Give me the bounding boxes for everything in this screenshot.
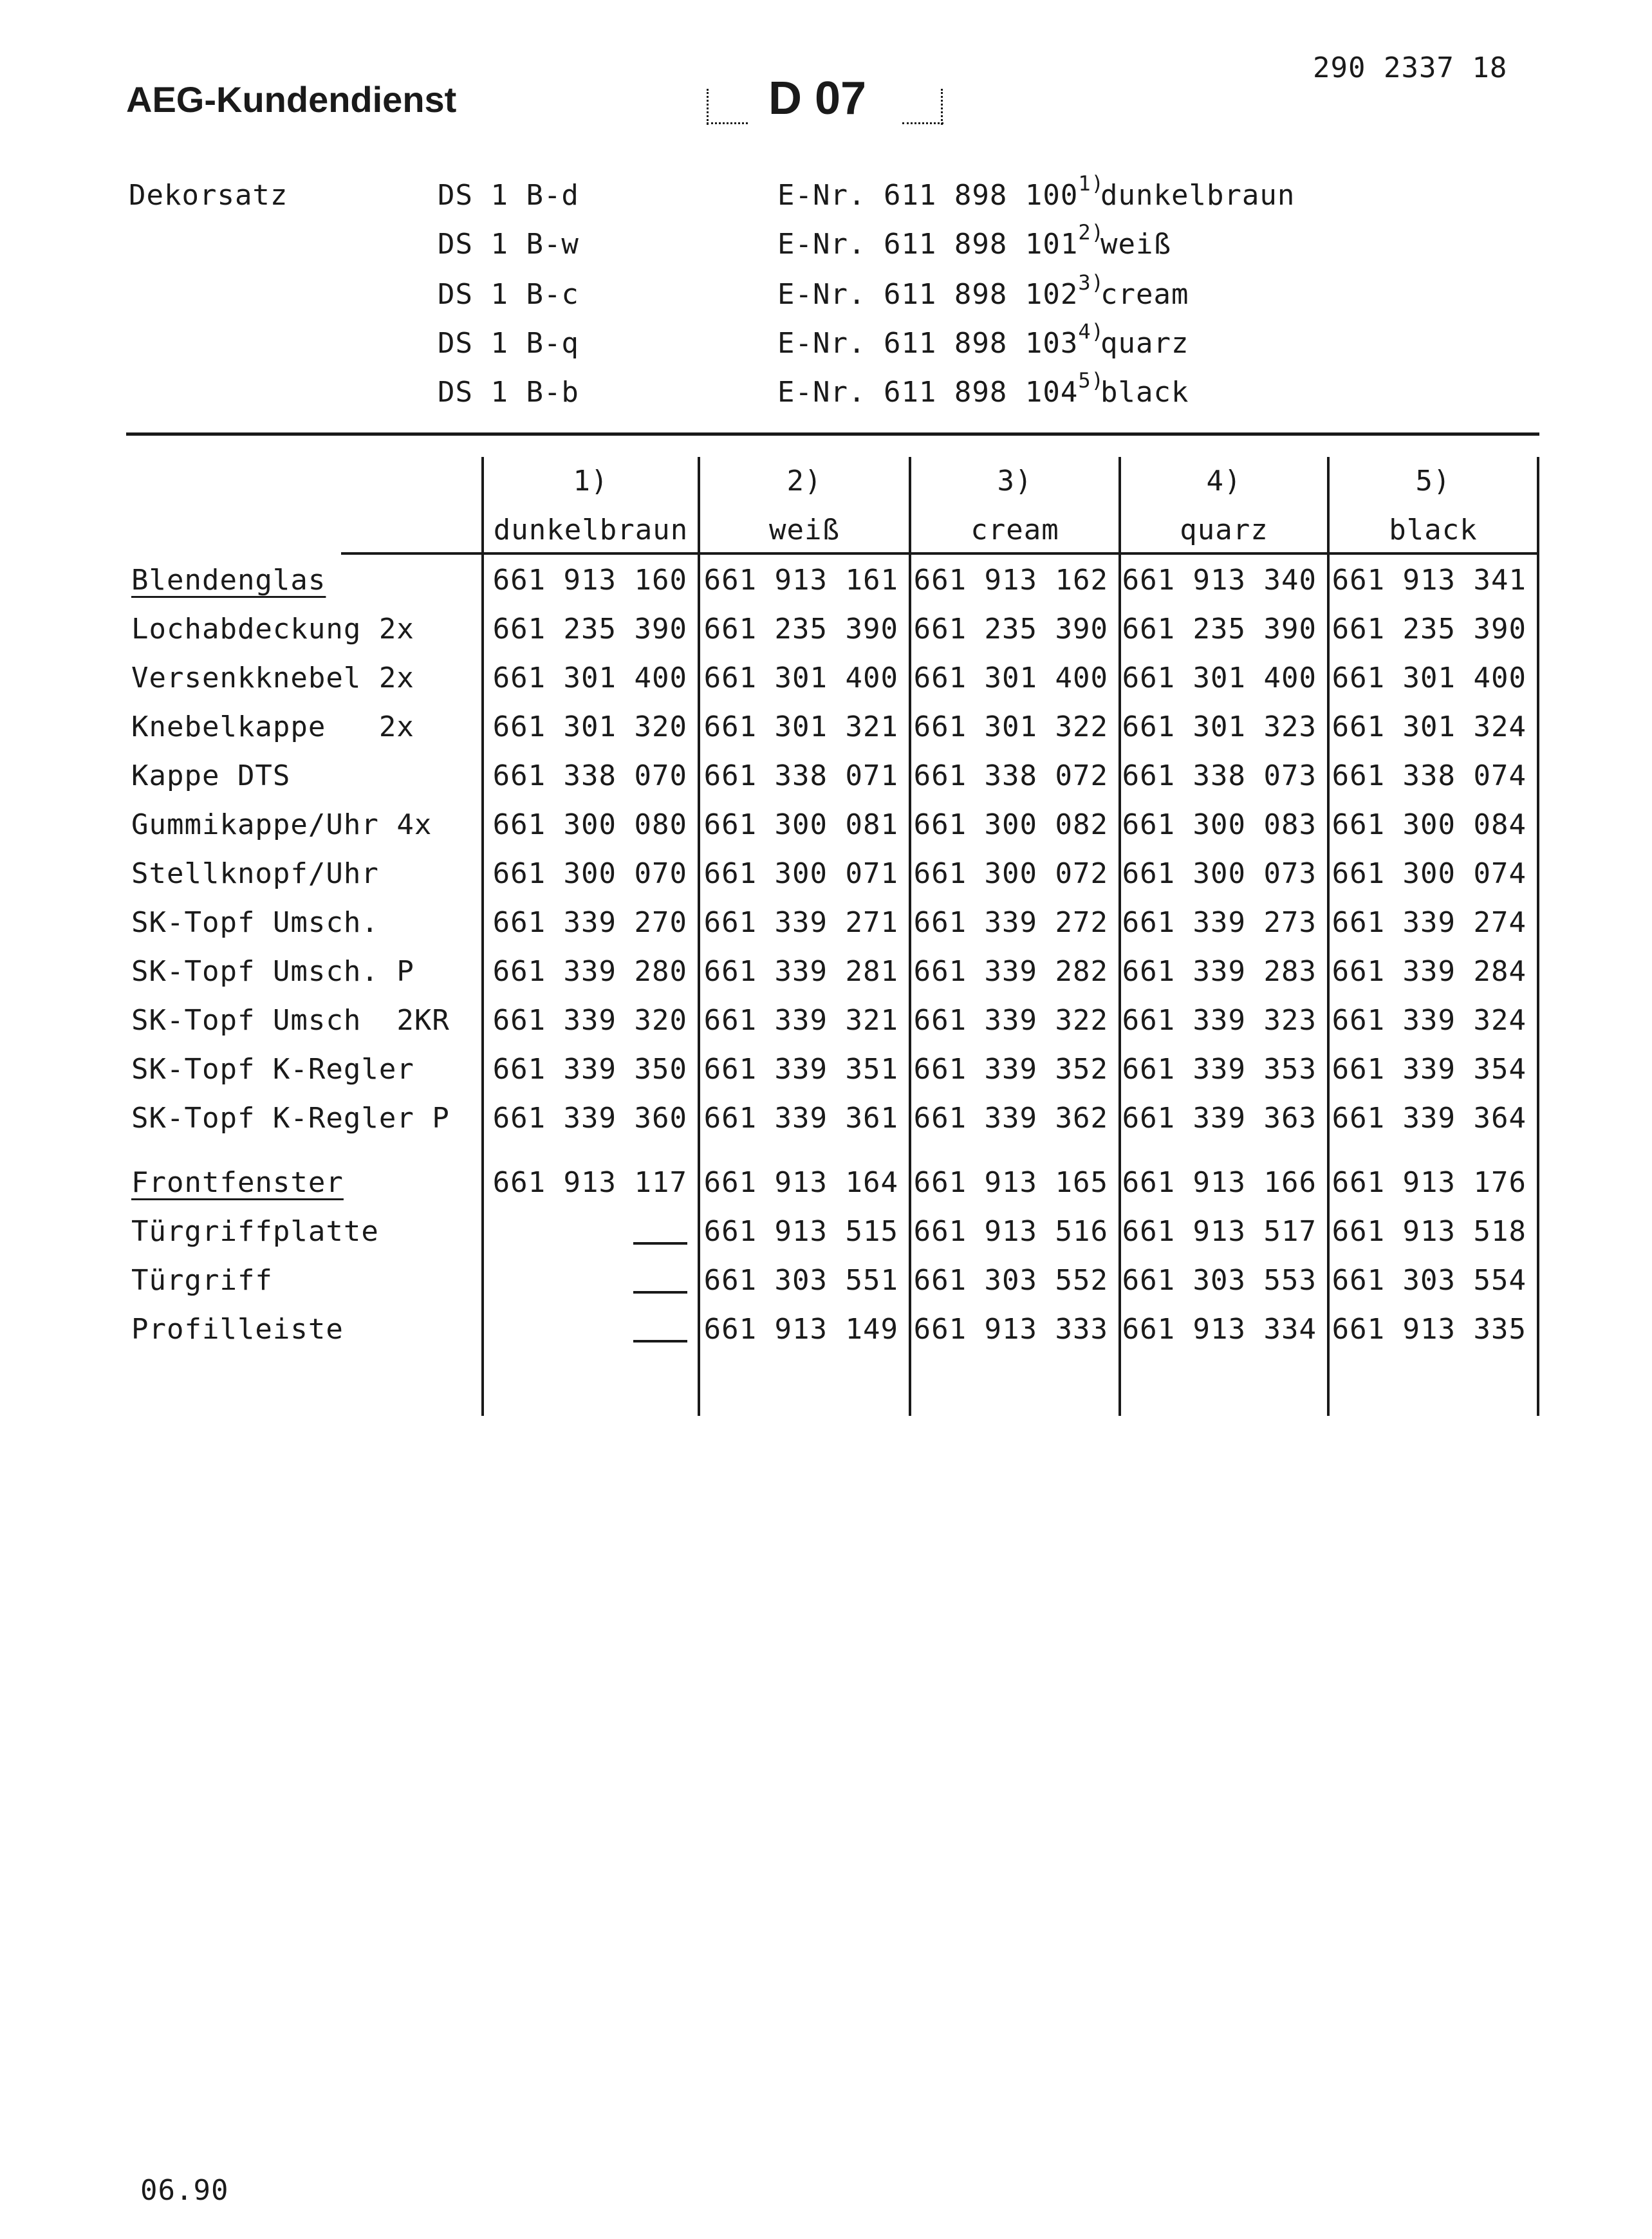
doc-code: D 07 xyxy=(768,73,867,124)
doc-code-bracket-left-bottom xyxy=(707,122,748,124)
table-cell: 661 339 353 xyxy=(1122,1053,1317,1086)
table-column-line xyxy=(1537,457,1539,1416)
table-cell: 661 339 283 xyxy=(1122,955,1317,988)
table-cell: 661 300 072 xyxy=(913,857,1108,890)
doc-number: 290 2337 18 xyxy=(1313,51,1508,84)
table-cell: 661 913 516 xyxy=(913,1215,1108,1248)
table-cell: 661 339 321 xyxy=(703,1004,898,1037)
table-cell: 661 300 082 xyxy=(913,808,1108,841)
footnote-ref: 4) xyxy=(1078,319,1104,344)
table-cell: 661 913 117 xyxy=(492,1166,687,1199)
table-cell: 661 339 274 xyxy=(1332,906,1527,939)
table-cell: 661 235 390 xyxy=(913,613,1108,646)
table-cell: 661 301 400 xyxy=(913,662,1108,694)
part-name: Türgriffplatte xyxy=(131,1215,379,1248)
table-cell: 661 339 362 xyxy=(913,1102,1108,1135)
table-cell: 661 300 074 xyxy=(1332,857,1527,890)
table-cell: 661 300 083 xyxy=(1122,808,1317,841)
column-ref: 4) xyxy=(1206,465,1242,497)
table-cell: 661 913 518 xyxy=(1332,1215,1527,1248)
table-cell: 661 913 149 xyxy=(703,1313,898,1346)
not-applicable-dash xyxy=(633,1242,687,1245)
table-cell: 661 235 390 xyxy=(492,613,687,646)
table-cell: 661 303 553 xyxy=(1122,1264,1317,1297)
dekorsatz-enr xyxy=(777,319,1104,360)
not-applicable-dash xyxy=(633,1340,687,1342)
table-cell: 661 339 323 xyxy=(1122,1004,1317,1037)
table-cell: 661 339 282 xyxy=(913,955,1108,988)
table-cell: 661 235 390 xyxy=(1332,613,1527,646)
table-cell: 661 339 351 xyxy=(703,1053,898,1086)
column-header: quarz xyxy=(1180,514,1268,546)
table-cell: 661 913 176 xyxy=(1332,1166,1527,1199)
table-cell: 661 339 350 xyxy=(492,1053,687,1086)
table-cell: 661 339 352 xyxy=(913,1053,1108,1086)
column-header: weiß xyxy=(769,514,840,546)
table-cell: 661 300 081 xyxy=(703,808,898,841)
part-name: Kappe DTS xyxy=(131,759,291,792)
column-ref: 1) xyxy=(573,465,609,497)
table-cell: 661 338 073 xyxy=(1122,759,1317,792)
table-cell: 661 301 400 xyxy=(703,662,898,694)
table-cell: 661 300 084 xyxy=(1332,808,1527,841)
dekorsatz-enr xyxy=(777,368,1104,409)
part-name: SK-Topf Umsch. xyxy=(131,906,379,939)
doc-code-box xyxy=(707,71,951,129)
table-cell: 661 913 517 xyxy=(1122,1215,1317,1248)
table-cell: 661 339 360 xyxy=(492,1102,687,1135)
table-cell: 661 339 354 xyxy=(1332,1053,1527,1086)
table-cell: 661 300 073 xyxy=(1122,857,1317,890)
dekorsatz-label: Dekorsatz xyxy=(129,179,288,212)
dekorsatz-set: DS 1 B-w xyxy=(438,228,579,261)
dekorsatz-set: DS 1 B-b xyxy=(438,376,579,409)
table-cell: 661 339 324 xyxy=(1332,1004,1527,1037)
table-cell: 661 913 340 xyxy=(1122,564,1317,597)
footer-date: 06.90 xyxy=(140,2174,229,2207)
table-cell: 661 339 273 xyxy=(1122,906,1317,939)
dekorsatz-enr xyxy=(777,171,1104,212)
part-name: Versenkknebel 2x xyxy=(131,662,414,694)
table-cell: 661 338 071 xyxy=(703,759,898,792)
dekorsatz-color: cream xyxy=(1100,278,1189,311)
dekorsatz-enr xyxy=(777,270,1104,311)
table-cell: 661 913 341 xyxy=(1332,564,1527,597)
enr-number: 611 898 101 xyxy=(883,228,1079,261)
table-cell: 661 339 272 xyxy=(913,906,1108,939)
part-name: Stellknopf/Uhr xyxy=(131,857,379,890)
table-cell: 661 301 400 xyxy=(492,662,687,694)
table-cell: 661 913 161 xyxy=(703,564,898,597)
table-cell: 661 301 321 xyxy=(703,711,898,743)
table-cell: 661 301 400 xyxy=(1332,662,1527,694)
table-cell: 661 913 160 xyxy=(492,564,687,597)
table-cell: 661 303 552 xyxy=(913,1264,1108,1297)
table-cell: 661 338 074 xyxy=(1332,759,1527,792)
table-cell: 661 913 335 xyxy=(1332,1313,1527,1346)
footnote-ref: 1) xyxy=(1078,171,1104,196)
table-cell: 661 301 320 xyxy=(492,711,687,743)
dekorsatz-color: quarz xyxy=(1100,327,1189,360)
table-cell: 661 339 284 xyxy=(1332,955,1527,988)
column-ref: 2) xyxy=(786,465,822,497)
table-cell: 661 301 322 xyxy=(913,711,1108,743)
table-cell: 661 339 322 xyxy=(913,1004,1108,1037)
table-cell: 661 235 390 xyxy=(703,613,898,646)
company-title: AEG-Kundendienst xyxy=(126,79,457,120)
dekorsatz-set: DS 1 B-q xyxy=(438,327,579,360)
enr-prefix: E-Nr. xyxy=(777,179,884,212)
section-divider xyxy=(126,432,1539,436)
enr-number: 611 898 102 xyxy=(883,278,1079,311)
part-name: SK-Topf K-Regler xyxy=(131,1053,414,1086)
column-ref: 3) xyxy=(997,465,1033,497)
table-cell: 661 300 080 xyxy=(492,808,687,841)
table-column-line xyxy=(1327,457,1330,1416)
table-cell: 661 338 070 xyxy=(492,759,687,792)
dekorsatz-color: dunkelbraun xyxy=(1100,179,1295,212)
table-cell: 661 339 270 xyxy=(492,906,687,939)
footnote-ref: 3) xyxy=(1078,270,1104,295)
table-cell: 661 338 072 xyxy=(913,759,1108,792)
part-name: Profilleiste xyxy=(131,1313,344,1346)
table-cell: 661 235 390 xyxy=(1122,613,1317,646)
enr-prefix: E-Nr. xyxy=(777,228,884,261)
doc-code-bracket-left xyxy=(707,89,710,125)
table-column-line xyxy=(1118,457,1121,1416)
part-name: SK-Topf Umsch. P xyxy=(131,955,414,988)
column-header: black xyxy=(1389,514,1478,546)
table-cell: 661 913 164 xyxy=(703,1166,898,1199)
column-ref: 5) xyxy=(1415,465,1451,497)
enr-prefix: E-Nr. xyxy=(777,376,884,409)
table-cell: 661 339 320 xyxy=(492,1004,687,1037)
enr-prefix: E-Nr. xyxy=(777,327,884,360)
enr-number: 611 898 103 xyxy=(883,327,1079,360)
dekorsatz-color: weiß xyxy=(1100,228,1171,261)
table-column-line xyxy=(481,457,484,1416)
table-cell: 661 913 333 xyxy=(913,1313,1108,1346)
table-cell: 661 301 324 xyxy=(1332,711,1527,743)
table-column-line xyxy=(909,457,911,1416)
doc-code-bracket-right-bottom xyxy=(902,122,943,124)
part-name: Knebelkappe 2x xyxy=(131,711,414,743)
table-cell: 661 303 554 xyxy=(1332,1264,1527,1297)
part-name: Frontfenster xyxy=(131,1166,344,1199)
table-cell: 661 300 071 xyxy=(703,857,898,890)
table-column-line xyxy=(698,457,700,1416)
dekorsatz-set: DS 1 B-c xyxy=(438,278,579,311)
table-cell: 661 913 515 xyxy=(703,1215,898,1248)
part-name: Lochabdeckung 2x xyxy=(131,613,414,646)
not-applicable-dash xyxy=(633,1291,687,1294)
enr-prefix: E-Nr. xyxy=(777,278,884,311)
table-cell: 661 913 166 xyxy=(1122,1166,1317,1199)
part-name: Türgriff xyxy=(131,1264,273,1297)
table-cell: 661 300 070 xyxy=(492,857,687,890)
enr-number: 611 898 100 xyxy=(883,179,1079,212)
table-cell: 661 339 361 xyxy=(703,1102,898,1135)
table-cell: 661 339 363 xyxy=(1122,1102,1317,1135)
part-name: SK-Topf Umsch 2KR xyxy=(131,1004,450,1037)
dekorsatz-color: black xyxy=(1100,376,1189,409)
part-name: Gummikappe/Uhr 4x xyxy=(131,808,432,841)
table-cell: 661 303 551 xyxy=(703,1264,898,1297)
doc-code-bracket-right xyxy=(941,89,945,125)
table-cell: 661 301 400 xyxy=(1122,662,1317,694)
table-cell: 661 301 323 xyxy=(1122,711,1317,743)
table-cell: 661 913 334 xyxy=(1122,1313,1317,1346)
column-header: cream xyxy=(970,514,1059,546)
part-name: Blendenglas xyxy=(131,564,326,597)
dekorsatz-set: DS 1 B-d xyxy=(438,179,579,212)
footnote-ref: 5) xyxy=(1078,368,1104,393)
footnote-ref: 2) xyxy=(1078,220,1104,245)
column-header: dunkelbraun xyxy=(493,514,689,546)
table-cell: 661 339 281 xyxy=(703,955,898,988)
table-cell: 661 913 162 xyxy=(913,564,1108,597)
enr-number: 611 898 104 xyxy=(883,376,1079,409)
table-cell: 661 339 271 xyxy=(703,906,898,939)
table-cell: 661 913 165 xyxy=(913,1166,1108,1199)
dekorsatz-enr xyxy=(777,220,1104,261)
table-header-line xyxy=(341,552,1538,555)
table-cell: 661 339 364 xyxy=(1332,1102,1527,1135)
table-cell: 661 339 280 xyxy=(492,955,687,988)
part-name: SK-Topf K-Regler P xyxy=(131,1102,450,1135)
